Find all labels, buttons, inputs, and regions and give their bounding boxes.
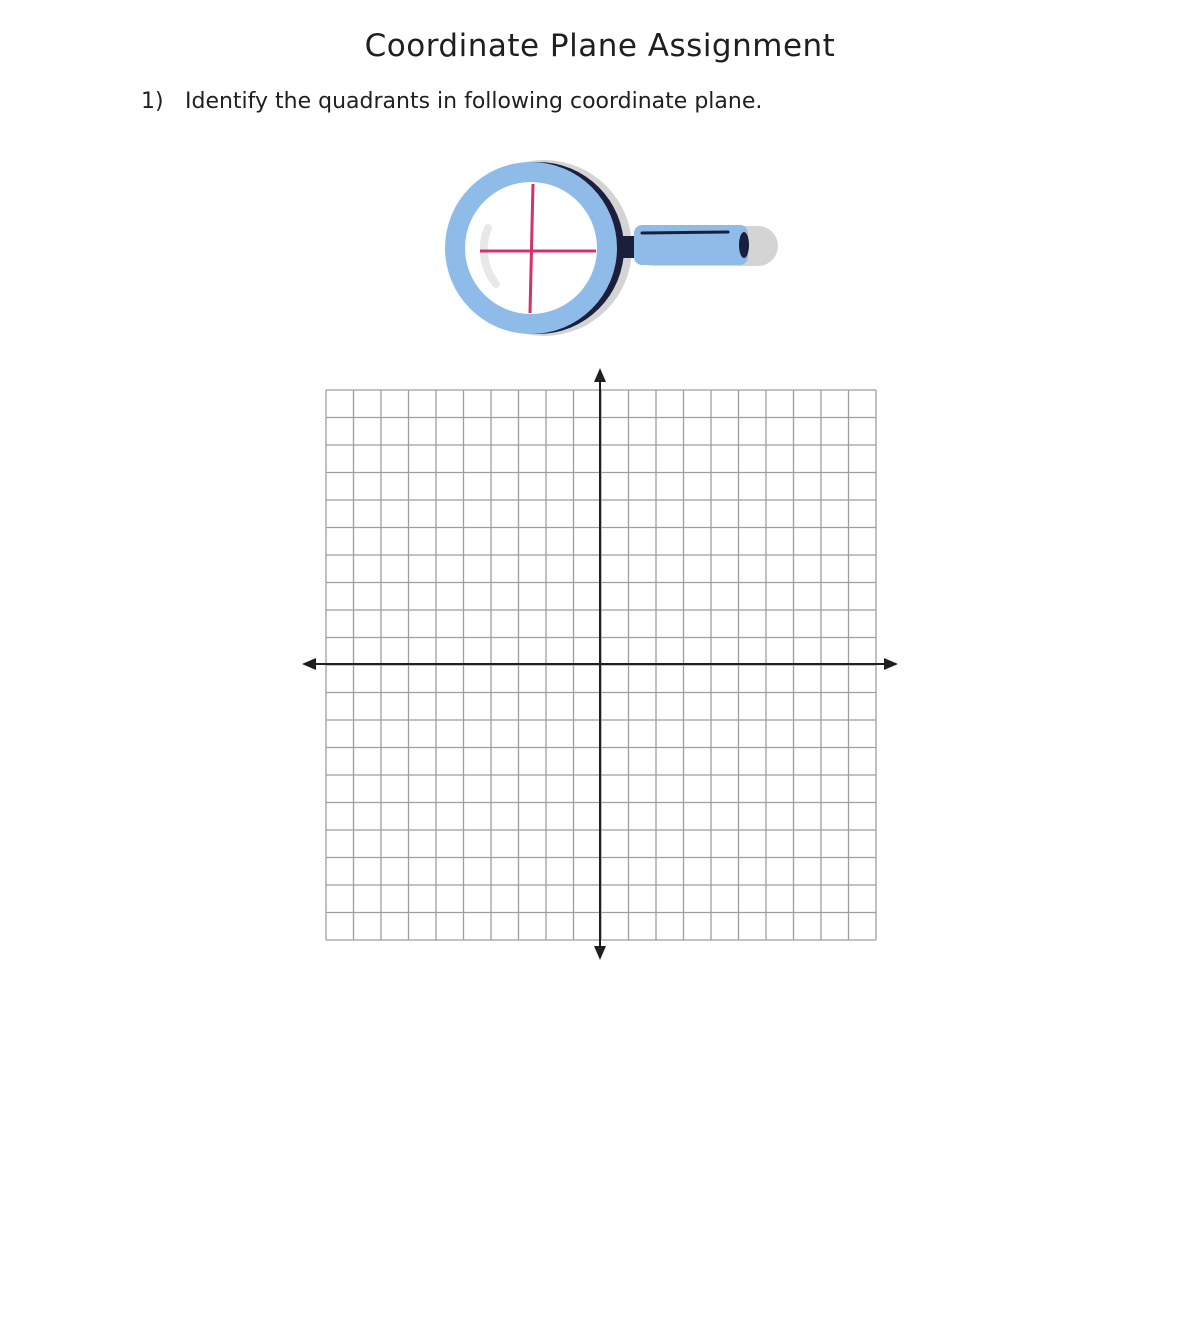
question-number: 1): [141, 89, 164, 114]
x-axis-arrow-right: [884, 658, 898, 670]
magnifying-glass-icon: [436, 156, 782, 338]
handle-stripe: [642, 232, 728, 233]
x-axis-arrow-left: [302, 658, 316, 670]
page-title: Coordinate Plane Assignment: [364, 28, 836, 64]
question-1: [141, 89, 762, 114]
y-axis-arrow-down: [594, 946, 606, 960]
handle-end: [739, 232, 749, 258]
question-text: Identify the quadrants in following coordinate plane.: [185, 89, 763, 114]
y-axis-arrow-up: [594, 368, 606, 382]
coordinate-plane: [296, 362, 902, 964]
